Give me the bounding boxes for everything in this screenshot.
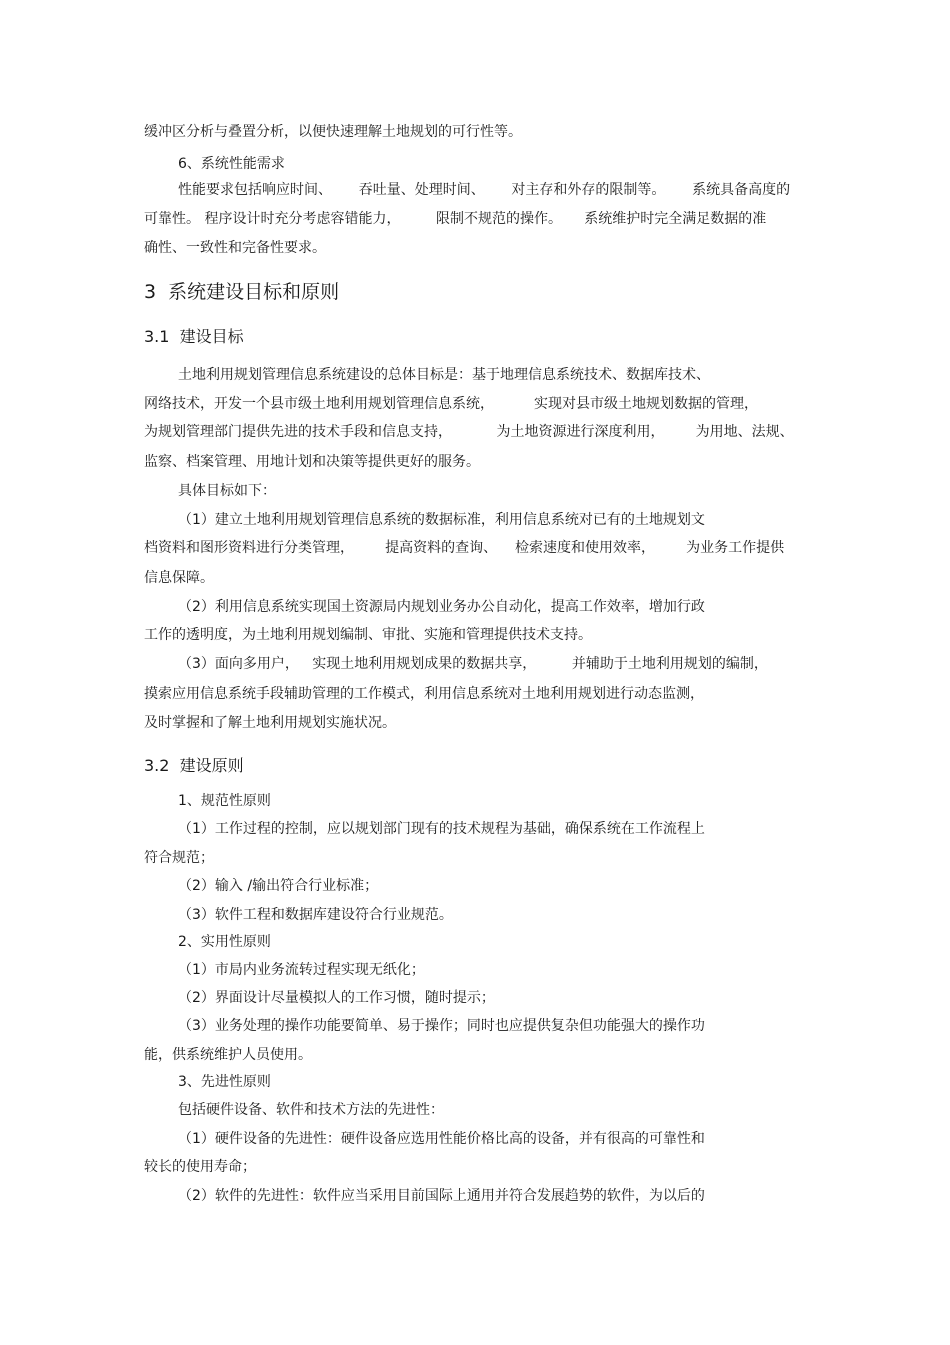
paragraph-line: 符合规范； bbox=[144, 850, 214, 866]
paragraph-line: （3）业务处理的操作功能要简单、易于操作；同时也应提供复杂但功能强大的操作功 bbox=[178, 1018, 705, 1034]
paragraph-line: 较长的使用寿命； bbox=[144, 1159, 256, 1175]
paragraph-line: （2）界面设计尽量模拟人的工作习惯，随时提示； bbox=[178, 990, 495, 1006]
paragraph-line: 监察、档案管理、用地计划和决策等提供更好的服务。 bbox=[144, 454, 480, 470]
paragraph-line: 可靠性。 程序设计时充分考虑容错能力， 限制不规范的操作。 系统维护时完全满足数据的准 bbox=[144, 211, 767, 227]
subsection-heading: 3.1 建设目标 bbox=[144, 327, 244, 346]
paragraph-line: 档资料和图形资料进行分类管理， 提高资料的查询、 检索速度和使用效率， 为业务工作提供 bbox=[144, 540, 785, 556]
paragraph-line: （2）输入 /输出符合行业标准； bbox=[178, 878, 379, 894]
paragraph-line: 缓冲区分析与叠置分析，以便快速理解土地规划的可行性等。 bbox=[144, 124, 522, 140]
paragraph-line: 能，供系统维护人员使用。 bbox=[144, 1047, 312, 1063]
section-heading: 3 系统建设目标和原则 bbox=[144, 281, 340, 303]
paragraph-line: 性能要求包括响应时间、 吞吐量、处理时间、 对主存和外存的限制等。 系统具备高度的 bbox=[178, 182, 791, 198]
paragraph-line: （2）软件的先进性：软件应当采用目前国际上通用并符合发展趋势的软件，为以后的 bbox=[178, 1188, 705, 1204]
paragraph-line: 包括硬件设备、软件和技术方法的先进性： bbox=[178, 1102, 444, 1118]
list-heading: 6、系统性能需求 bbox=[178, 156, 285, 172]
paragraph-line: 具体目标如下： bbox=[178, 483, 276, 499]
list-heading: 3、先进性原则 bbox=[178, 1074, 271, 1090]
paragraph-line: 土地利用规划管理信息系统建设的总体目标是：基于地理信息系统技术、数据库技术、 bbox=[178, 367, 710, 383]
list-heading: 1、规范性原则 bbox=[178, 793, 271, 809]
paragraph-line: （2）利用信息系统实现国土资源局内规划业务办公自动化，提高工作效率，增加行政 bbox=[178, 599, 705, 615]
paragraph-line: 工作的透明度，为土地利用规划编制、审批、实施和管理提供技术支持。 bbox=[144, 627, 592, 643]
paragraph-line: 摸索应用信息系统手段辅助管理的工作模式，利用信息系统对土地利用规划进行动态监测， bbox=[144, 686, 704, 702]
paragraph-line: （1）工作过程的控制，应以规划部门现有的技术规程为基础，确保系统在工作流程上 bbox=[178, 821, 705, 837]
subsection-heading: 3.2 建设原则 bbox=[144, 756, 244, 775]
paragraph-line: （3）面向多用户， 实现土地利用规划成果的数据共享， 并辅助于土地利用规划的编制， bbox=[178, 656, 768, 672]
list-heading: 2、实用性原则 bbox=[178, 934, 271, 950]
paragraph-line: 为规划管理部门提供先进的技术手段和信息支持， 为土地资源进行深度利用， 为用地、法规、 bbox=[144, 424, 794, 440]
paragraph-line: （3）软件工程和数据库建设符合行业规范。 bbox=[178, 907, 453, 923]
paragraph-line: 确性、一致性和完备性要求。 bbox=[144, 240, 326, 256]
paragraph-line: （1）建立土地利用规划管理信息系统的数据标准，利用信息系统对已有的土地规划文 bbox=[178, 512, 705, 528]
paragraph-line: （1）市局内业务流转过程实现无纸化； bbox=[178, 962, 425, 978]
paragraph-line: （1）硬件设备的先进性：硬件设备应选用性能价格比高的设备，并有很高的可靠性和 bbox=[178, 1131, 705, 1147]
paragraph-line: 网络技术，开发一个县市级土地利用规划管理信息系统， 实现对县市级土地规划数据的管理， bbox=[144, 396, 759, 412]
paragraph-line: 及时掌握和了解土地利用规划实施状况。 bbox=[144, 715, 396, 731]
paragraph-line: 信息保障。 bbox=[144, 570, 214, 586]
